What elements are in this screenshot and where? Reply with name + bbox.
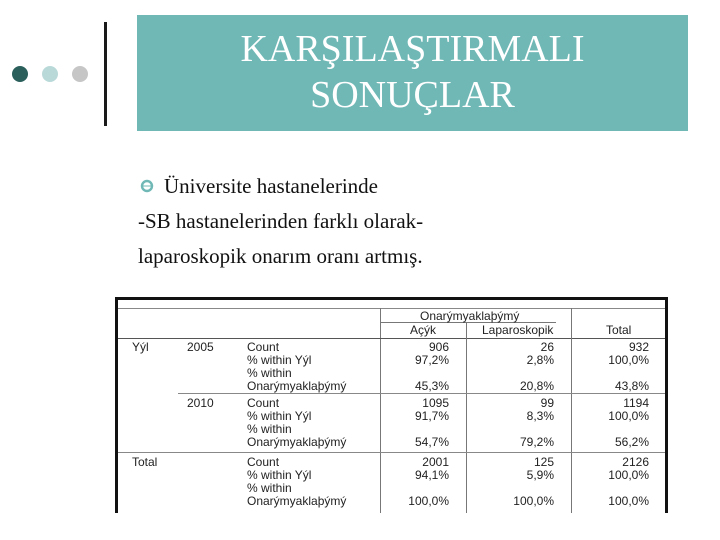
cell-laparoskopik: 5,9% — [526, 468, 554, 482]
group-header: Onarýmyaklaþýmý — [420, 309, 520, 323]
body-line-3: laparoskopik onarım oranı artmış. — [138, 244, 423, 268]
title-banner — [137, 15, 688, 131]
row-stat-label: % within — [247, 366, 292, 380]
dot-dark — [12, 66, 28, 82]
row-group-label: Total — [132, 455, 158, 469]
cell-acik: 45,3% — [414, 379, 449, 393]
cell-laparoskopik: 125 — [533, 455, 554, 469]
col-header-laparoskopik: Laparoskopik — [482, 323, 554, 337]
row-group-label: 2010 — [187, 396, 214, 410]
table-rule — [118, 452, 665, 453]
table-rule — [178, 393, 668, 394]
cell-acik: 91,7% — [414, 409, 449, 423]
body-line-2: -SB hastanelerinden farklı olarak- — [138, 209, 424, 233]
vertical-divider — [104, 22, 107, 126]
cell-laparoskopik: 8,3% — [526, 409, 554, 423]
dot-light — [42, 66, 58, 82]
cell-laparoskopik: 20,8% — [519, 379, 554, 393]
title-line-1: KARŞILAŞTIRMALI — [240, 28, 585, 70]
title-line-2: SONUÇLAR — [310, 74, 515, 116]
cell-acik: 2001 — [422, 455, 449, 469]
cell-laparoskopik: 2,8% — [526, 353, 554, 367]
table-rule — [118, 338, 665, 339]
cell-total: 100,0% — [608, 353, 649, 367]
row-stat-label: % within Yýl — [247, 468, 312, 482]
col-header-acik: Açýk — [410, 323, 437, 337]
row-stat-label: % within — [247, 422, 292, 436]
row-stat-label: Count — [247, 396, 280, 410]
cell-total: 100,0% — [608, 409, 649, 423]
row-stat-label-cont: Onarýmyaklaþýmý — [247, 435, 347, 449]
cell-total: 43,8% — [614, 379, 649, 393]
cell-acik: 906 — [428, 340, 449, 354]
table-rule — [571, 308, 572, 513]
cell-total: 100,0% — [608, 468, 649, 482]
table-rule — [466, 323, 467, 513]
cell-total: 1194 — [623, 396, 649, 410]
row-stat-label: % within Yýl — [247, 353, 312, 367]
cell-laparoskopik: 99 — [540, 396, 554, 410]
row-stat-label: Count — [247, 455, 280, 469]
row-stat-label: % within Yýl — [247, 409, 312, 423]
bullet-text: Üniversite hastanelerinde — [164, 174, 378, 198]
cell-total: 2126 — [622, 455, 649, 469]
cell-total: 932 — [628, 340, 649, 354]
col-header-total: Total — [606, 323, 632, 337]
cell-acik: 1095 — [422, 396, 449, 410]
cell-acik: 54,7% — [414, 435, 449, 449]
row-stat-label: Count — [247, 340, 280, 354]
circle-bullet-icon — [140, 179, 154, 197]
row-stat-label: % within — [247, 481, 292, 495]
cell-laparoskopik: 100,0% — [513, 494, 554, 508]
row-group-label: 2005 — [187, 340, 214, 354]
row-stat-label-cont: Onarýmyaklaþýmý — [247, 379, 347, 393]
cell-total: 56,2% — [614, 435, 649, 449]
table-rule — [118, 308, 665, 309]
row-variable-label: Yýl — [132, 340, 149, 354]
cell-laparoskopik: 26 — [540, 340, 554, 354]
cell-laparoskopik: 79,2% — [519, 435, 554, 449]
cell-total: 100,0% — [608, 494, 649, 508]
cell-acik: 97,2% — [414, 353, 449, 367]
cell-acik: 94,1% — [414, 468, 449, 482]
dot-gray — [72, 66, 88, 82]
row-stat-label-cont: Onarýmyaklaþýmý — [247, 494, 347, 508]
crosstab-table — [115, 297, 668, 513]
cell-acik: 100,0% — [408, 494, 449, 508]
